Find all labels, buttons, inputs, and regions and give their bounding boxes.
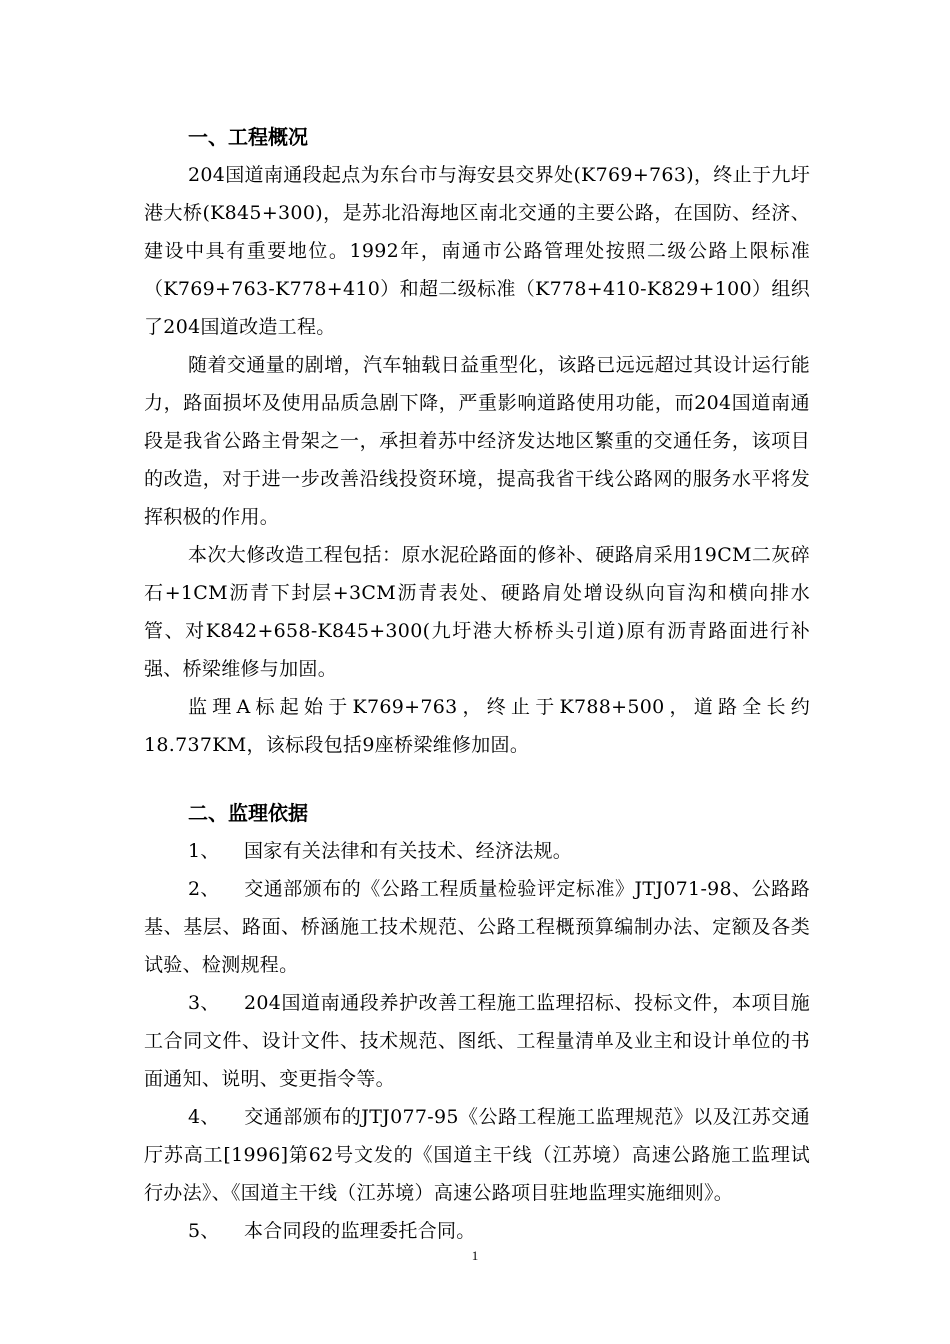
paragraph-project-necessity: 随着交通量的剧增，汽车轴载日益重型化，该路已远远超过其设计运行能力，路面损坏及使用品质急剧下降，严重影响道路使用功能，而204国道南通段是我省公路主骨架之一，承担着苏中经济发达地区繁重的交通任务，该项目的改造，对于进一步改善沿线投资环境，提高我省干线公路网的服务水平将发挥积极的作用。 bbox=[144, 354, 810, 528]
list-item bbox=[144, 870, 810, 984]
list-item-number: 1、 bbox=[188, 840, 220, 862]
list-item-number: 4、 bbox=[188, 1106, 220, 1128]
list-item bbox=[144, 1098, 810, 1212]
list-item bbox=[144, 1212, 810, 1250]
paragraph-project-scope: 本次大修改造工程包括：原水泥砼路面的修补、硬路肩采用19CM二灰碎石+1CM沥青下封层+3CM沥青表处、硬路肩处增设纵向盲沟和横向排水管、对K842+658-K845+300(九圩港大桥桥头引道)原有沥青路面进行补强、桥梁维修与加固。 bbox=[144, 544, 810, 680]
list-item-text: 本合同段的监理委托合同。 bbox=[244, 1220, 476, 1242]
paragraph-supervision-section-a: 监理A标起始于K769+763，终止于K788+500，道路全长约18.737KM，该标段包括9座桥梁维修加固。 bbox=[144, 696, 810, 756]
paragraph-project-location: 204国道南通段起点为东台市与海安县交界处(K769+763)，终止于九圩港大桥(K845+300)，是苏北沿海地区南北交通的主要公路，在国防、经济、建设中具有重要地位。1992年，南通市公路管理处按照二级公路上限标准（K769+763-K778+410）和超二级标准（K778+410-K829+100）组织了204国道改造工程。 bbox=[144, 164, 810, 338]
list-item-text: 国家有关法律和有关技术、经济法规。 bbox=[244, 840, 573, 862]
list-item-text: 交通部颁布的《公路工程质量检验评定标准》JTJ071-98、公路路基、基层、路面、桥涵施工技术规范、公路工程概预算编制办法、定额及各类试验、检测规程。 bbox=[144, 878, 810, 976]
section-heading-project-overview: 一、工程概况 bbox=[188, 125, 308, 149]
list-item-number: 3、 bbox=[188, 992, 220, 1014]
document-body bbox=[144, 118, 810, 1250]
list-item-text: 204国道南通段养护改善工程施工监理招标、投标文件，本项目施工合同文件、设计文件、技术规范、图纸、工程量清单及业主和设计单位的书面通知、说明、变更指令等。 bbox=[144, 992, 810, 1090]
list-item-number: 5、 bbox=[188, 1220, 220, 1242]
list-item-number: 2、 bbox=[188, 878, 220, 900]
section-heading-supervision-basis: 二、监理依据 bbox=[188, 801, 308, 825]
page-number: 1 bbox=[471, 1248, 479, 1263]
list-item bbox=[144, 984, 810, 1098]
list-item bbox=[144, 832, 810, 870]
list-item-text: 交通部颁布的JTJ077-95《公路工程施工监理规范》以及江苏交通厅苏高工[1996]第62号文发的《国道主干线（江苏境）高速公路施工监理试行办法》、《国道主干线（江苏境）高速公路项目驻地监理实施细则》。 bbox=[144, 1106, 810, 1204]
